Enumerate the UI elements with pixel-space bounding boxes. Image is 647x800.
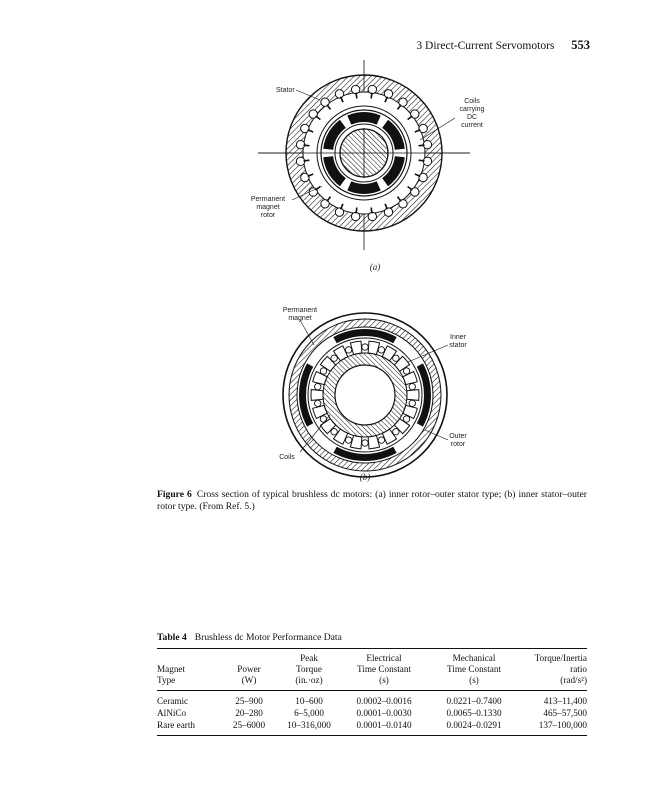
stator-slot bbox=[351, 212, 359, 220]
th bbox=[157, 649, 219, 665]
td: 0.0002–0.0016 bbox=[356, 696, 412, 706]
td: 413–11,400 bbox=[543, 696, 587, 706]
stator-slot bbox=[419, 124, 427, 132]
figure-b-sublabel: (b) bbox=[359, 472, 371, 482]
th: Magnet bbox=[157, 664, 186, 674]
figure-caption-text: Cross section of typical brushless dc motors: (a) inner rotor–outer stator type; (b) inner stator–outer rotor type. (From Ref. 5.) bbox=[157, 489, 588, 512]
stator-slot bbox=[335, 90, 343, 98]
stator-slot bbox=[423, 157, 431, 165]
stator-coil-b bbox=[345, 437, 351, 443]
figure-b-drawing bbox=[279, 307, 467, 482]
td: 10–316,000 bbox=[287, 720, 331, 730]
label-coils-b: Coils bbox=[279, 454, 295, 461]
stator-coil-b bbox=[409, 400, 415, 406]
figure-a-sublabel: (a) bbox=[369, 262, 381, 272]
performance-table bbox=[157, 648, 587, 736]
stator-slot bbox=[368, 85, 376, 93]
table-header-row bbox=[157, 664, 587, 675]
th: Mechanical bbox=[452, 653, 496, 663]
page-number: 553 bbox=[571, 38, 590, 52]
table-row bbox=[157, 719, 587, 736]
th bbox=[219, 649, 279, 665]
td: 465–57,500 bbox=[543, 708, 587, 718]
stator-coil-b bbox=[362, 344, 368, 350]
stator-tooth bbox=[419, 145, 425, 146]
stator-slot bbox=[423, 140, 431, 148]
figure-label: Figure 6 bbox=[157, 489, 192, 500]
td: 20–280 bbox=[235, 708, 263, 718]
th: Time Constant bbox=[356, 664, 412, 674]
stator-tooth bbox=[356, 208, 357, 214]
td: 6–5,000 bbox=[294, 708, 324, 718]
label-b-pm-1: Permanent bbox=[282, 307, 318, 314]
table-row bbox=[157, 691, 587, 708]
td: 0.0001–0.0030 bbox=[356, 708, 412, 718]
stator-coil-b bbox=[315, 383, 321, 389]
label-coils-3: DC bbox=[466, 114, 478, 121]
th: Torque bbox=[296, 664, 322, 674]
stator-tooth bbox=[304, 160, 310, 161]
stator-slot bbox=[419, 173, 427, 181]
stator-slot bbox=[296, 140, 304, 148]
stator-coil-b bbox=[362, 440, 368, 446]
label-b-pm-2: magnet bbox=[288, 315, 312, 322]
table-title-text: Brushless dc Motor Performance Data bbox=[194, 632, 342, 643]
stator-slot bbox=[301, 124, 309, 132]
th: Power bbox=[237, 664, 261, 674]
stator-slot bbox=[296, 157, 304, 165]
table-label: Table 4 bbox=[157, 632, 187, 643]
figure-caption bbox=[157, 489, 587, 513]
stator-slot bbox=[384, 208, 392, 216]
th: (W) bbox=[241, 675, 257, 685]
label-inner-1: Inner bbox=[450, 334, 466, 341]
stator-tooth bbox=[356, 93, 357, 99]
stator-coil-b bbox=[345, 347, 351, 353]
td: 137–100,000 bbox=[538, 720, 587, 730]
label-pm-1: Permanent bbox=[250, 196, 286, 203]
th: ratio bbox=[570, 664, 587, 674]
label-pm-2: magnet bbox=[256, 204, 280, 211]
stator-coil-b bbox=[378, 437, 384, 443]
table-header-row bbox=[157, 675, 587, 691]
label-stator: Stator bbox=[276, 87, 295, 94]
stator-tooth bbox=[419, 160, 425, 161]
figure-a-drawing bbox=[251, 60, 485, 272]
table-title bbox=[157, 632, 342, 643]
stator-coil-b bbox=[315, 400, 321, 406]
stator-slot bbox=[384, 90, 392, 98]
label-pm-3: rotor bbox=[260, 212, 276, 219]
stator-coil-b bbox=[320, 416, 326, 422]
stator-tooth bbox=[304, 145, 310, 146]
td: Rare earth bbox=[157, 720, 196, 730]
label-outer-2: rotor bbox=[450, 441, 466, 448]
th: Time Constant bbox=[446, 664, 502, 674]
th: (s) bbox=[379, 675, 389, 685]
td: 25–6000 bbox=[232, 720, 266, 730]
th: (s) bbox=[469, 675, 479, 685]
stator-tooth-b bbox=[407, 390, 419, 401]
stator-slot bbox=[351, 85, 359, 93]
stator-tooth bbox=[371, 93, 372, 99]
label-outer-1: Outer bbox=[449, 433, 467, 440]
stator-slot bbox=[335, 208, 343, 216]
td: Ceramic bbox=[157, 696, 189, 706]
th: (in.·oz) bbox=[295, 675, 323, 685]
th: (rad/s²) bbox=[560, 675, 587, 685]
td: 0.0221–0.7400 bbox=[446, 696, 502, 706]
th: Peak bbox=[300, 653, 318, 663]
label-coils-1: Coils bbox=[464, 98, 480, 105]
chapter-title: 3 Direct-Current Servomotors bbox=[416, 40, 555, 52]
th: Type bbox=[157, 675, 176, 685]
stator-slot bbox=[368, 212, 376, 220]
th: Electrical bbox=[366, 653, 402, 663]
stator-tooth bbox=[371, 208, 372, 214]
td: 25–900 bbox=[235, 696, 263, 706]
label-coils-4: current bbox=[461, 122, 483, 129]
stator-coil-b bbox=[378, 347, 384, 353]
td: AlNiCo bbox=[157, 708, 187, 718]
stator-coil-b bbox=[409, 383, 415, 389]
stator-slot bbox=[301, 173, 309, 181]
td: 0.0024–0.0291 bbox=[446, 720, 502, 730]
td: 0.0065–0.1330 bbox=[446, 708, 502, 718]
stator-coil-b bbox=[403, 368, 409, 374]
stator-tooth-b bbox=[311, 390, 323, 401]
table-row bbox=[157, 707, 587, 719]
label-inner-2: stator bbox=[449, 342, 467, 349]
td: 10–600 bbox=[295, 696, 323, 706]
th: Torque/Inertia bbox=[534, 653, 587, 663]
table-header-row bbox=[157, 649, 587, 665]
label-coils-2: carrying bbox=[459, 106, 485, 113]
td: 0.0001–0.0140 bbox=[356, 720, 412, 730]
